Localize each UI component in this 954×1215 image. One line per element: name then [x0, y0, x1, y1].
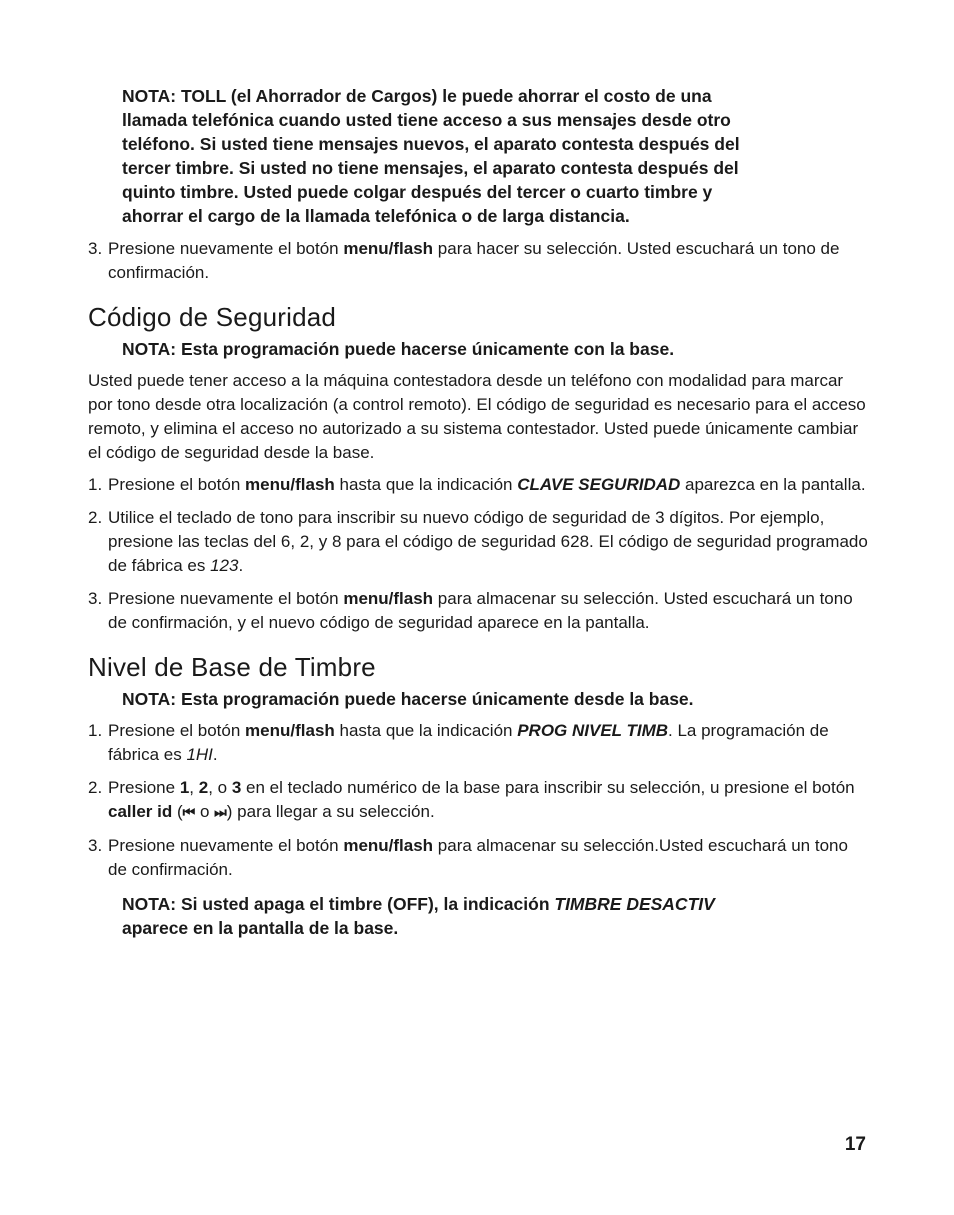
security-note-text: NOTA: Esta programación puede hacerse únicamente con la base. — [122, 339, 675, 359]
skip-forward-icon: ⏭ — [214, 805, 227, 821]
step-text: . — [238, 556, 244, 575]
step-text: . La programación de fábrica es — [108, 721, 829, 764]
security-step-1 — [88, 473, 870, 497]
step-number: 1. — [88, 721, 103, 740]
menu-flash-key: menu/flash — [245, 475, 335, 494]
step-number: 3. — [88, 836, 103, 855]
ringer-step-1 — [88, 719, 870, 767]
default-level: 1HI — [186, 745, 213, 764]
note-text: NOTA: Si usted apaga el timbre (OFF), la indicación — [122, 894, 555, 914]
step-text: Presione nuevamente el botón — [108, 589, 344, 608]
menu-flash-key: menu/flash — [245, 721, 335, 740]
security-heading: Código de Seguridad — [88, 302, 337, 332]
menu-flash-key: menu/flash — [343, 239, 434, 258]
security-step-3 — [88, 587, 870, 635]
ringer-note-text: NOTA: Esta programación puede hacerse únicamente desde la base. — [122, 689, 694, 709]
security-step-2 — [88, 506, 870, 578]
step-text: Presione nuevamente el botón — [108, 836, 344, 855]
ringer-off-note-line2: aparece en la pantalla de la base. — [122, 918, 399, 938]
manual-page — [88, 84, 870, 940]
step-number: 2. — [88, 778, 103, 797]
ringer-steps — [88, 719, 870, 882]
key-2: 2 — [198, 778, 209, 797]
ringer-heading: Nivel de Base de Timbre — [88, 652, 376, 682]
step-text: para almacenar su selección. Usted escuchará un tono de confirmación, y el nuevo código de seguridad aparece en la pantalla. — [108, 589, 853, 632]
step-text: Presione nuevamente el botón — [108, 239, 344, 258]
step-text: para hacer su selección. Usted escuchará un tono de confirmación. — [108, 239, 840, 282]
display-text: CLAVE SEGURIDAD — [517, 475, 681, 494]
ringer-off-note-line1 — [122, 892, 870, 916]
menu-flash-key: menu/flash — [343, 589, 434, 608]
step-number: 3. — [88, 239, 103, 258]
note-toll-line: teléfono. Si usted tiene mensajes nuevos, el aparato contesta después del — [122, 134, 740, 154]
ringer-step-3 — [88, 834, 870, 882]
step-text: hasta que la indicación — [334, 721, 518, 740]
step-text: ) para llegar a su selección. — [226, 802, 435, 821]
security-intro: Usted puede tener acceso a la máquina contestadora desde un teléfono con modalidad para marcar por tono desde otra localización (a control remoto). El código de seguridad es necesario para el acceso remoto, y elimina el acceso no autorizado a su sistema contestador. Usted puede únicamente cambiar el código de seguridad desde la base. — [88, 371, 866, 462]
step-text: , o — [208, 778, 232, 797]
ringer-step-2 — [88, 776, 870, 825]
step-number: 3. — [88, 589, 103, 608]
key-3: 3 — [231, 778, 242, 797]
step-text: Utilice el teclado de tono para inscribir su nuevo código de seguridad de 3 dígitos. Por ejemplo, presione las teclas del 6, 2, y 8 para el código de seguridad 628. El código de seguridad programado de fábrica es — [108, 508, 868, 575]
step-text: ( — [172, 802, 183, 821]
step-text: hasta que la indicación — [334, 475, 518, 494]
step-text: . — [212, 745, 218, 764]
security-note — [122, 337, 870, 361]
note-toll-line: NOTA: TOLL (el Ahorrador de Cargos) le puede ahorrar el costo de una — [122, 86, 712, 106]
step-text: o — [195, 802, 215, 821]
step-text: aparezca en la pantalla. — [680, 475, 866, 494]
step-text: para almacenar su selección.Usted escuchará un tono de confirmación. — [108, 836, 848, 879]
note-toll-line: tercer timbre. Si usted no tiene mensajes, el aparato contesta después del — [122, 158, 739, 178]
toll-steps — [88, 237, 870, 285]
note-toll — [122, 84, 870, 228]
step-number: 2. — [88, 508, 103, 527]
ringer-off-note — [122, 892, 870, 940]
skip-back-icon: ⏮ — [182, 805, 196, 821]
step-text: Presione — [108, 778, 180, 797]
display-text: PROG NIVEL TIMB — [517, 721, 669, 740]
page-number: 17 — [844, 1134, 866, 1155]
key-1: 1 — [179, 778, 190, 797]
caller-id-key: caller id — [108, 802, 173, 821]
note-toll-line: quinto timbre. Usted puede colgar después del tercer o cuarto timbre y — [122, 182, 713, 202]
step-text: Presione el botón — [108, 475, 246, 494]
display-text: TIMBRE DESACTIV — [554, 894, 715, 914]
step-text: Presione el botón — [108, 721, 246, 740]
step-number: 1. — [88, 475, 103, 494]
note-toll-line: ahorrar el cargo de la llamada telefónica o de larga distancia. — [122, 206, 630, 226]
default-code: 123 — [210, 556, 239, 575]
security-steps — [88, 473, 870, 635]
toll-step-3 — [88, 237, 870, 285]
note-toll-line: llamada telefónica cuando usted tiene acceso a sus mensajes desde otro — [122, 110, 731, 130]
step-text: , — [189, 778, 199, 797]
step-text: en el teclado numérico de la base para inscribir su selección, u presione el botón — [241, 778, 855, 797]
ringer-note — [122, 687, 870, 711]
menu-flash-key: menu/flash — [343, 836, 434, 855]
